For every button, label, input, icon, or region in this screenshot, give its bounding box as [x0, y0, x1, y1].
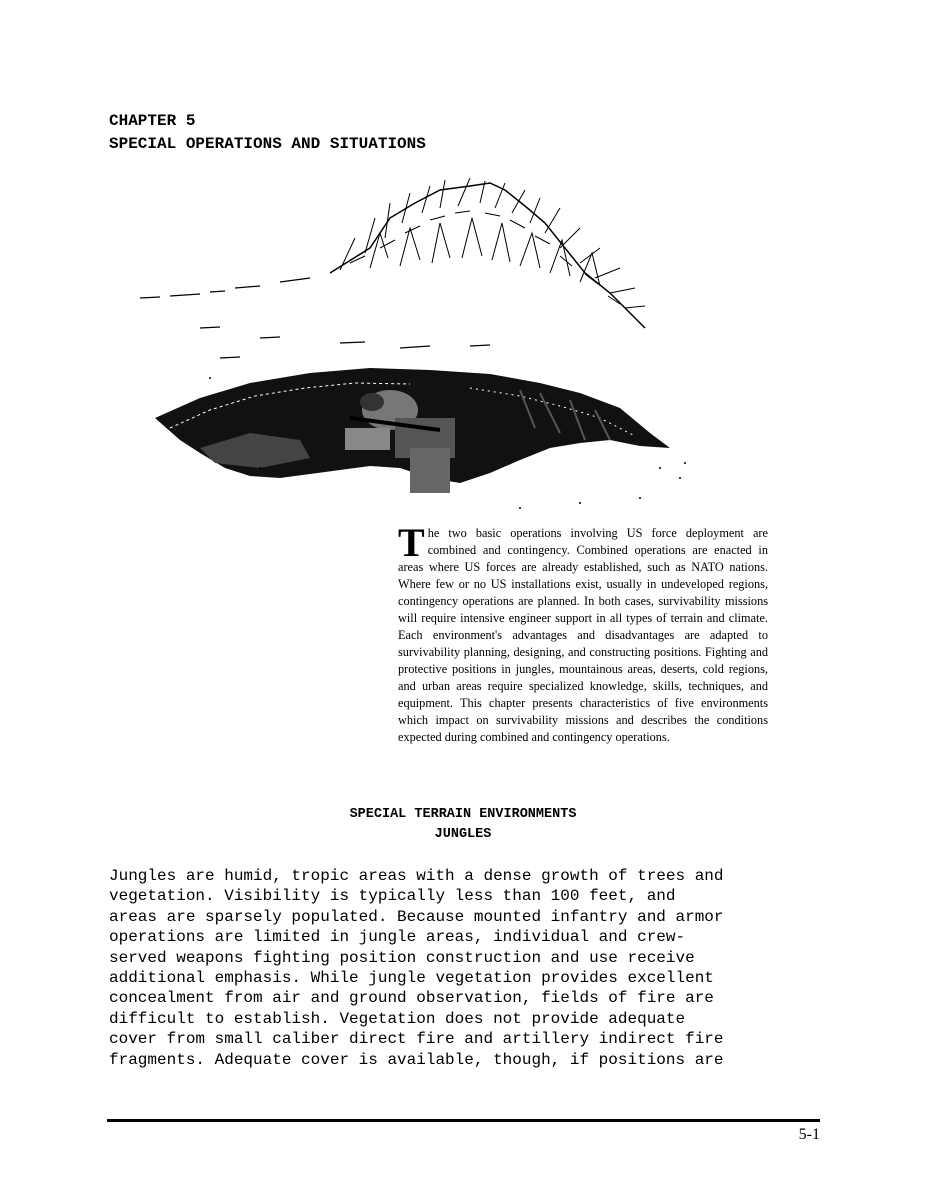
soldier-in-fighting-position-illustration [140, 178, 700, 523]
body-line: Jungles are humid, tropic areas with a dense growth of trees and [109, 867, 724, 885]
body-line: additional emphasis. While jungle vegetation provides excellent [109, 969, 714, 988]
chapter-title: SPECIAL OPERATIONS AND SITUATIONS [109, 135, 426, 153]
body-line: areas are sparsely populated. Because mounted infantry and armor [109, 907, 724, 926]
body-line: concealment from air and ground observation, fields of fire are [109, 989, 714, 1008]
chapter-number: CHAPTER 5 [109, 112, 196, 130]
intro-paragraph [398, 520, 768, 746]
brush-canopy [330, 178, 645, 328]
footer-rule [107, 1119, 820, 1122]
body-line: vegetation. Visibility is typically less than 100 feet, and [109, 887, 676, 906]
fighting-position-pit [155, 368, 670, 493]
body-line: operations are limited in jungle areas, individual and crew- [109, 928, 686, 947]
chapter-heading [109, 110, 426, 156]
body-line: fragments. Adequate cover is available, though, if positions are [109, 1050, 724, 1069]
drop-cap: T [398, 520, 425, 565]
section-title: SPECIAL TERRAIN ENVIRONMENTS [349, 807, 577, 822]
page-number: 5-1 [798, 1126, 820, 1143]
body-line: cover from small caliber direct fire and artillery indirect fire [109, 1030, 724, 1049]
section-heading [0, 805, 926, 845]
intro-text: he two basic operations involving US force deployment are combined and contingency. Combined operations are enacted in areas where US forces are already established, such as NATO nations. Where few or no US installations exist, usually in undeveloped regions, contingency operations are planned. In both cases, survivability missions will require intensive engineer support in all types of terrain and climate. Each environment's advantages and disadvantages are adapted to survivability planning, designing, and constructing positions. Fighting and protective positions in jungles, mountainous areas, deserts, cold regions, and urban areas require specialized knowledge, skills, techniques, and equipment. This chapter presents characteristics of five environments which impact on survivability missions and describes the conditions expected during combined and contingency operations. [398, 526, 768, 744]
ground-lines [140, 278, 490, 358]
body-line: difficult to establish. Vegetation does not provide adequate [109, 1009, 686, 1028]
body-paragraph [109, 866, 829, 1070]
body-line: served weapons fighting position construction and use receive [109, 948, 695, 967]
section-subtitle: JUNGLES [434, 827, 492, 842]
